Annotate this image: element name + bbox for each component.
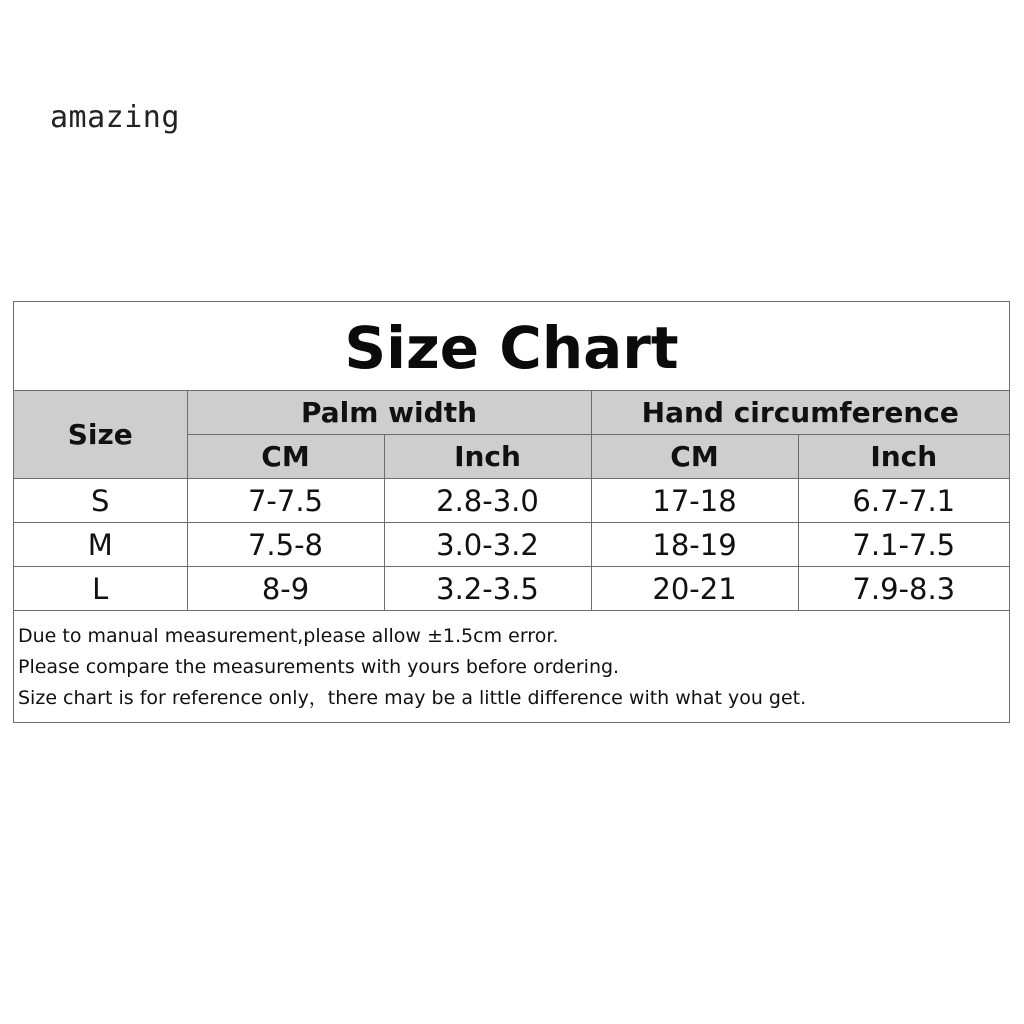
- palm-cm-cell: 7-7.5: [187, 479, 384, 523]
- size-header: Size: [14, 391, 187, 479]
- hand-cm-cell: 20-21: [591, 567, 798, 611]
- palm-inch-cell: 3.2-3.5: [384, 567, 591, 611]
- hand-inch-cell: 7.1-7.5: [798, 523, 1009, 567]
- size-chart: [13, 301, 1010, 723]
- size-cell: L: [14, 567, 187, 611]
- chart-title: Size Chart: [14, 302, 1009, 391]
- note-line: Please compare the measurements with yours before ordering.: [18, 656, 620, 678]
- hand-inch-cell: 7.9-8.3: [798, 567, 1009, 611]
- size-table: [14, 391, 1009, 610]
- palm-cm-cell: 8-9: [187, 567, 384, 611]
- table-row: [14, 523, 1009, 567]
- size-cell: S: [14, 479, 187, 523]
- palm-cm-cell: 7.5-8: [187, 523, 384, 567]
- palm-inch-cell: 3.0-3.2: [384, 523, 591, 567]
- palm-width-header: Palm width: [187, 391, 591, 435]
- note-line: Size chart is for reference only，there may be a little difference with what you get.: [18, 687, 807, 709]
- hand-cm-cell: 17-18: [591, 479, 798, 523]
- table-header-row: [14, 391, 1009, 435]
- watermark-text: amazing: [50, 100, 180, 135]
- size-cell: M: [14, 523, 187, 567]
- notes-section: [14, 610, 1009, 722]
- note-line: Due to manual measurement,please allow ±1.5cm error.: [18, 625, 559, 647]
- palm-cm-header: CM: [187, 435, 384, 479]
- hand-circumference-header: Hand circumference: [591, 391, 1009, 435]
- hand-cm-header: CM: [591, 435, 798, 479]
- table-row: [14, 479, 1009, 523]
- hand-inch-header: Inch: [798, 435, 1009, 479]
- hand-cm-cell: 18-19: [591, 523, 798, 567]
- palm-inch-cell: 2.8-3.0: [384, 479, 591, 523]
- palm-inch-header: Inch: [384, 435, 591, 479]
- hand-inch-cell: 6.7-7.1: [798, 479, 1009, 523]
- table-row: [14, 567, 1009, 611]
